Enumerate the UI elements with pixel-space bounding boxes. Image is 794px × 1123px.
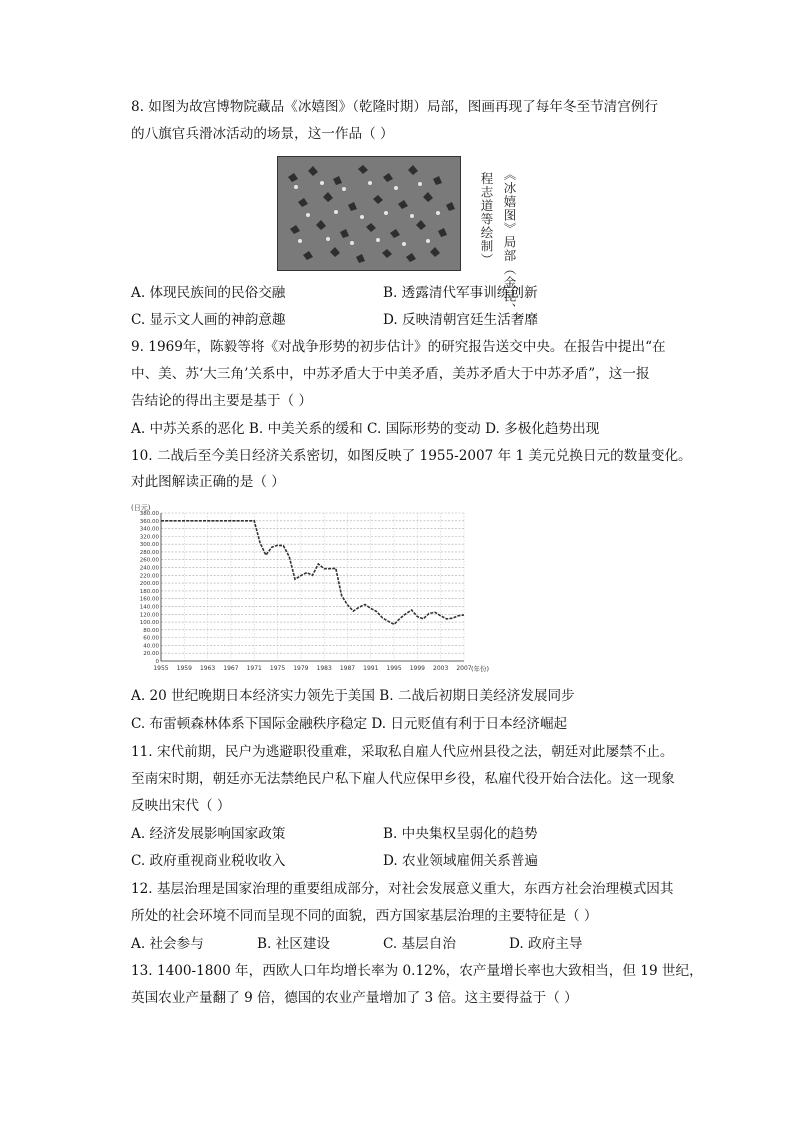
y-tick-label: 100.00 bbox=[139, 620, 159, 627]
q11-stem-line3: 反映出宋代（ ） bbox=[131, 798, 231, 814]
y-tick-label: 380.00 bbox=[139, 511, 159, 517]
x-tick-label: 1959 bbox=[176, 665, 192, 672]
q11-option-d[interactable]: D. 农业领域雇佣关系普遍 bbox=[383, 853, 538, 869]
y-tick-label: 180.00 bbox=[139, 588, 159, 595]
x-tick-label: 1983 bbox=[316, 665, 332, 672]
y-tick-label: 20.00 bbox=[143, 651, 159, 658]
chart-axes bbox=[161, 513, 464, 661]
y-tick-label: 280.00 bbox=[139, 549, 159, 556]
ice-play-painting-image bbox=[277, 156, 461, 271]
y-tick-label: 360.00 bbox=[139, 518, 159, 525]
q8-option-a[interactable]: A. 体现民族间的民俗交融 bbox=[131, 285, 286, 301]
q12-stem-line1: 12. 基层治理是国家治理的重要组成部分，对社会发展意义重大，东西方社会治理模式因其 bbox=[131, 881, 674, 897]
y-tick-label: 260.00 bbox=[139, 557, 159, 564]
q10-options-ab[interactable]: A. 20 世纪晚期日本经济实力领先于美国 B. 二战后初期日美经济发展同步 bbox=[131, 688, 575, 704]
yen-exchange-rate-chart bbox=[131, 503, 501, 678]
x-tick-label: 1979 bbox=[293, 665, 309, 672]
y-tick-label: 0 bbox=[155, 659, 159, 665]
x-tick-label: 1991 bbox=[363, 665, 379, 672]
q11-option-a[interactable]: A. 经济发展影响国家政策 bbox=[131, 826, 286, 842]
x-tick-label: 1967 bbox=[223, 665, 239, 672]
x-tick-label: 1975 bbox=[269, 665, 286, 672]
q12-option-d[interactable]: D. 政府主导 bbox=[509, 936, 583, 952]
y-tick-label: 320.00 bbox=[139, 534, 159, 541]
x-tick-label: 2003 bbox=[433, 665, 449, 672]
painting-caption-left: 程志道等绘制） bbox=[479, 172, 494, 267]
q13-stem-line1: 13. 1400-1800 年，西欧人口年均增长率为 0.12%，农产量增长率也大致相当，但 19 世纪， bbox=[131, 963, 703, 979]
painting-caption-right: 《冰嬉图》局部（金昆、 bbox=[502, 168, 517, 317]
q11-option-c[interactable]: C. 政府重视商业税收收入 bbox=[131, 853, 286, 869]
y-tick-label: 120.00 bbox=[139, 612, 159, 619]
q13-stem-line2: 英国农业产量翻了 9 倍，德国的农业产量增加了 3 倍。这主要得益于（ ） bbox=[131, 990, 578, 1006]
q12-stem-line2: 所处的社会环境不同而呈现不同的面貌，西方国家基层治理的主要特征是（ ） bbox=[131, 908, 598, 924]
y-tick-label: 160.00 bbox=[139, 596, 159, 603]
q8-option-b[interactable]: B. 透露清代军事训练创新 bbox=[383, 285, 538, 301]
y-tick-label: 60.00 bbox=[143, 635, 159, 642]
x-tick-label: 1999 bbox=[409, 665, 426, 672]
x-tick-label: 2007 bbox=[456, 665, 472, 672]
x-tick-label: 1995 bbox=[386, 665, 402, 672]
q10-stem-line1: 10. 二战后至今美日经济关系密切，如图反映了 1955-2007 年 1 美元兑换日元的数量变化。 bbox=[131, 448, 692, 464]
chart-svg bbox=[131, 503, 501, 678]
y-tick-label: 40.00 bbox=[143, 643, 159, 650]
x-axis-label: (年份) bbox=[471, 665, 490, 673]
q10-options-cd[interactable]: C. 布雷顿森林体系下国际金融秩序稳定 D. 日元贬值有利于日本经济崛起 bbox=[131, 716, 568, 732]
q8-stem-line2: 的八旗官兵滑冰活动的场景，这一作品（ ） bbox=[131, 126, 394, 142]
q9-stem-line2: 中、美、苏‘大三角’关系中，中苏矛盾大于中美矛盾，美苏矛盾大于中苏矛盾”，这一报 bbox=[131, 366, 650, 382]
q11-stem-line2: 至南宋时期，朝廷亦无法禁绝民户私下雇人代应保甲乡役，私雇代役开始合法化。这一现象 bbox=[131, 771, 675, 787]
y-tick-label: 300.00 bbox=[139, 542, 159, 549]
q11-option-b[interactable]: B. 中央集权呈弱化的趋势 bbox=[383, 826, 538, 842]
q9-stem-line1: 9. 1969年，陈毅等将《对战争形势的初步估计》的研究报告送交中央。在报告中提出“在 bbox=[131, 339, 666, 355]
q11-stem-line1: 11. 宋代前期，民户为逃避职役重难，采取私自雇人代应州县役之法，朝廷对此屡禁不止。 bbox=[131, 744, 674, 760]
q8-stem-line1: 8. 如图为故宫博物院藏品《冰嬉图》（乾隆时期）局部，图画再现了每年冬至节清宫例行 bbox=[131, 99, 659, 115]
x-tick-label: 1955 bbox=[153, 665, 169, 672]
painting-texture bbox=[278, 157, 460, 270]
y-tick-label: 140.00 bbox=[139, 604, 159, 611]
y-tick-label: 80.00 bbox=[143, 627, 159, 634]
q12-option-c[interactable]: C. 基层自治 bbox=[383, 936, 456, 952]
x-tick-label: 1971 bbox=[246, 665, 262, 672]
q12-option-b[interactable]: B. 社区建设 bbox=[257, 936, 331, 952]
q12-option-a[interactable]: A. 社会参与 bbox=[131, 936, 204, 952]
q8-option-d[interactable]: D. 反映清朝宫廷生活奢靡 bbox=[383, 312, 538, 328]
q8-option-c[interactable]: C. 显示文人画的神韵意趣 bbox=[131, 312, 286, 328]
y-tick-label: 220.00 bbox=[139, 573, 159, 580]
y-tick-label: 240.00 bbox=[139, 565, 159, 572]
x-tick-label: 1987 bbox=[339, 665, 356, 672]
y-tick-label: 340.00 bbox=[139, 526, 159, 533]
q9-stem-line3: 告结论的得出主要是基于（ ） bbox=[131, 393, 313, 409]
x-tick-label: 1963 bbox=[199, 665, 216, 672]
y-axis-label: (日元) bbox=[131, 504, 151, 512]
q9-options[interactable]: A. 中苏关系的恶化 B. 中美关系的缓和 C. 国际形势的变动 D. 多极化趋势出现 bbox=[131, 421, 600, 437]
q10-stem-line2: 对此图解读正确的是（ ） bbox=[131, 474, 285, 490]
y-tick-label: 200.00 bbox=[139, 581, 159, 588]
